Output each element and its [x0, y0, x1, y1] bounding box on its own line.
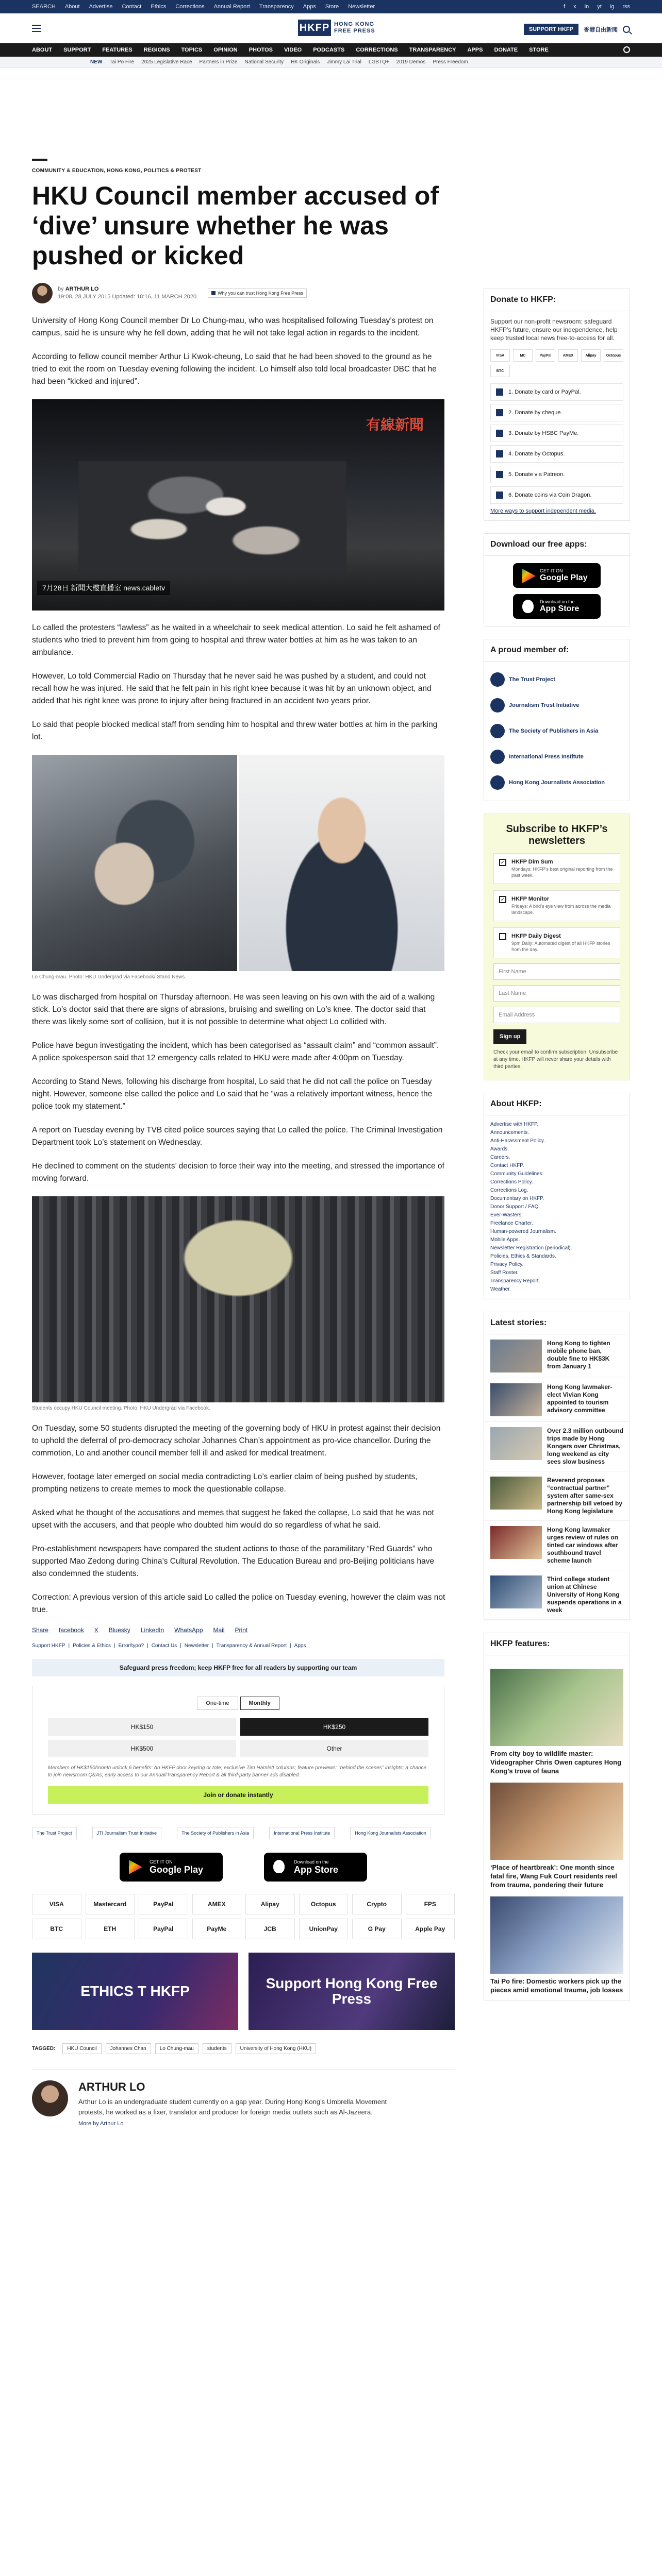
- share-row: [32, 1626, 455, 1634]
- donate-method-label: 4. Donate by Octopus.: [508, 451, 565, 457]
- about-link[interactable]: Ever-Wasters.: [490, 1212, 523, 1218]
- latest-story[interactable]: [484, 1570, 630, 1620]
- author-avatar[interactable]: [32, 283, 53, 303]
- latest-story[interactable]: [484, 1521, 630, 1570]
- author-box: [32, 2070, 455, 2127]
- feature-item[interactable]: [490, 1669, 623, 1775]
- trending-link[interactable]: LGBTQ+: [368, 59, 389, 65]
- payment-methods: [32, 1894, 455, 1939]
- member-logo[interactable]: Hong Kong Journalists Association: [350, 1827, 431, 1839]
- badge-small-text: Download on the: [540, 599, 575, 604]
- paragraph: A report on Tuesday evening by TVB cited police sources saying that Lo called the police. The Criminal Investigation Department took Lo’s statement on Wednesday.: [32, 1126, 443, 1147]
- jti-icon: [490, 698, 505, 713]
- donate-method[interactable]: [490, 466, 623, 483]
- payment-logo[interactable]: Alipay: [245, 1894, 295, 1914]
- story-title: Hong Kong to tighten mobile phone ban, double fine to HK$3K from January 1: [547, 1340, 610, 1370]
- google-play-button[interactable]: [513, 563, 601, 588]
- x-icon[interactable]: x: [573, 4, 576, 10]
- paragraph: Asked what he thought of the accusations and memes that suggest he faked the collapse, Lo said that he was not upset with the accusers, and that people who doubted him would do so regardless of what he said.: [32, 1509, 434, 1530]
- nav-item[interactable]: PHOTOS: [249, 47, 273, 53]
- latest-story[interactable]: [484, 1422, 630, 1471]
- share-x[interactable]: X: [94, 1626, 98, 1634]
- footer-link[interactable]: Policies & Ethics: [73, 1643, 111, 1649]
- more-ways-link[interactable]: More ways to support independent media.: [490, 508, 596, 514]
- story-thumbnail: [490, 1427, 542, 1460]
- about-link[interactable]: Contact HKFP.: [490, 1163, 524, 1168]
- sidebar-app-badges: [484, 555, 630, 626]
- trust-text: Why you can trust Hong Kong Free Press: [218, 291, 304, 296]
- apple-icon: [273, 1860, 285, 1873]
- latest-story[interactable]: [484, 1471, 630, 1521]
- masthead: [0, 13, 662, 43]
- nav-item[interactable]: TRANSPARENCY: [409, 47, 456, 53]
- apps-title: Download our free apps:: [484, 533, 630, 555]
- story-thumbnail: [490, 1575, 542, 1608]
- nav-item[interactable]: APPS: [467, 47, 483, 53]
- photo-right: [239, 755, 444, 971]
- feature-item[interactable]: [490, 1896, 623, 1994]
- utility-link[interactable]: About: [64, 4, 80, 10]
- payme-icon: [496, 430, 503, 437]
- tags-label: TAGGED:: [32, 2046, 56, 2052]
- story-thumbnail: [490, 1383, 542, 1416]
- donate-title: Donate to HKFP:: [484, 289, 630, 311]
- join-donate-button[interactable]: Join or donate instantly: [48, 1786, 428, 1804]
- article-footer-links: Support HKFP | Policies & Ethics | Error/typo? | Contact Us | Newsletter | Transparency & Annual Report | Apps: [32, 1643, 306, 1649]
- promo-banners: [32, 1953, 455, 2030]
- card-logo: Alipay: [581, 349, 601, 362]
- trending-link[interactable]: Press Freedom: [433, 59, 468, 65]
- member-item[interactable]: [490, 692, 623, 718]
- utility-link[interactable]: Apps: [303, 4, 316, 10]
- google-play-button[interactable]: [120, 1853, 223, 1882]
- card-logo: VISA: [490, 349, 510, 362]
- about-link[interactable]: Announcements.: [490, 1130, 529, 1136]
- story-thumbnail: [490, 1340, 542, 1372]
- badge-small-text: GET IT ON: [540, 568, 563, 573]
- share-linkedin[interactable]: LinkedIn: [140, 1626, 164, 1634]
- newsletter-note: Check your email to confirm subscription. Unsubscribe at any time. HKFP will never share your details with third parties.: [493, 1049, 618, 1070]
- paragraph: Pro-establishment newspapers have compared the student actions to those of the paramilitary “Red Guards” who supported Mao Zedong during China’s Cultural Revolution. The Education Bureau and pro-Beijing politicians have also condemned the students.: [32, 1545, 435, 1578]
- newsletter-option[interactable]: [493, 853, 620, 884]
- article-tags: [32, 2043, 455, 2054]
- instagram-icon[interactable]: ig: [609, 4, 615, 10]
- video-still: [32, 399, 444, 611]
- ipi-icon: [490, 750, 505, 764]
- donate-method[interactable]: [490, 404, 623, 421]
- utility-link[interactable]: Contact: [122, 4, 142, 10]
- trending-label: NEW: [90, 59, 103, 65]
- newsletter-desc: Fridays: A bird’s eye view from across the media landscape.: [511, 904, 611, 915]
- payment-logo[interactable]: FPS: [406, 1894, 455, 1914]
- frequency-one-time[interactable]: One-time: [197, 1697, 238, 1710]
- card-logo: MC: [513, 349, 533, 362]
- author-bio: Arthur Lo is an undergraduate student currently on a gap year. During Hong Kong’s Umbrella Movement protests, he worked as a fixer, translator and producer for foreign media outlets such as Al-Jazeera.: [78, 2098, 387, 2116]
- trust-link[interactable]: [208, 289, 307, 298]
- article-dateline: 19:08, 28 JULY 2015 Updated: 18:16, 11 MARCH 2020: [58, 294, 197, 300]
- latest-title: Latest stories:: [484, 1312, 630, 1334]
- signup-button[interactable]: Sign up: [493, 1029, 526, 1044]
- patreon-icon: [496, 471, 503, 478]
- donate-method[interactable]: [490, 486, 623, 504]
- payment-logo[interactable]: VISA: [32, 1894, 81, 1914]
- story-title: Over 2.3 million outbound trips made by Hong Kongers over Christmas, long weekend as city sees slow business: [547, 1427, 624, 1465]
- correction-note: Correction: A previous version of this article said Lo called the police on Tuesday evening, however the claim was not true.: [32, 1593, 445, 1614]
- card-logo: BTC: [490, 365, 510, 377]
- features-title: HKFP features:: [484, 1633, 630, 1655]
- tag[interactable]: Lo Chung-mau: [155, 2043, 198, 2054]
- member-label: The Trust Project: [509, 676, 555, 683]
- about-links: [484, 1115, 630, 1299]
- about-link[interactable]: Weather.: [490, 1286, 511, 1292]
- footer-link[interactable]: Newsletter: [184, 1643, 209, 1649]
- about-link[interactable]: Corrections Log.: [490, 1188, 528, 1193]
- about-link[interactable]: Privacy Policy.: [490, 1262, 524, 1267]
- crowd-scene: [78, 461, 346, 574]
- member-item[interactable]: [490, 718, 623, 744]
- about-link[interactable]: Human-powered Journalism.: [490, 1229, 556, 1234]
- paragraph: Police have begun investigating the incident, which has been categorised as “assault claim” and “common assault”. A police spokesperson said that 12 emergency calls related to HKU were made after 4:00pm on Tuesday.: [32, 1041, 439, 1062]
- donate-method-label: 3. Donate by HSBC PayMe.: [508, 430, 579, 436]
- feature-image: [490, 1669, 623, 1746]
- about-link[interactable]: Corrections Policy.: [490, 1179, 533, 1185]
- about-link[interactable]: Documentary on HKFP.: [490, 1196, 544, 1201]
- paragraph: Lo was discharged from hospital on Thursday afternoon. He was seen leaving on his own with the aid of a walking stick. Lo’s doctor said that there are signs of abrasions, bruising and swelling on Lo’s knee. The doctor said that there was likely some sort of collision, but it is not possible to determine what object Lo collided with.: [32, 993, 435, 1026]
- broadcaster-logo: 有線新聞: [366, 417, 424, 433]
- utility-link[interactable]: Ethics: [151, 4, 167, 10]
- member-label: Journalism Trust Initiative: [509, 702, 580, 708]
- paragraph: According to fellow council member Arthur Li Kwok-cheung, Lo said that he had been shoved to the ground as he tried to exit the room on Tuesday evening following the incident. Lo himself also told local broadcaster DBC that he had been “kicked and injured”.: [32, 352, 437, 386]
- donate-method-label: 1. Donate by card or PayPal.: [508, 389, 581, 395]
- donate-box: [484, 311, 630, 521]
- member-logo[interactable]: The Society of Publishers in Asia: [177, 1827, 254, 1839]
- coin-icon: [496, 492, 503, 499]
- donate-text: Support our non-profit newsroom: safeguard HKFP’s future, ensure our independence, help keep trusted local news free-to-access for all.: [490, 318, 618, 342]
- chinese-edition-link[interactable]: 香港自由新聞: [584, 27, 618, 33]
- donate-methods: [490, 383, 623, 504]
- trust-icon: [211, 291, 216, 295]
- feature-image: [490, 1783, 623, 1860]
- nav-item[interactable]: DONATE: [494, 47, 518, 53]
- payment-logo[interactable]: G Pay: [352, 1919, 402, 1939]
- about-link[interactable]: Donor Support / FAQ.: [490, 1204, 540, 1210]
- trending-link[interactable]: Jimmy Lai Trial: [327, 59, 361, 65]
- tag[interactable]: University of Hong Kong (HKU): [236, 2043, 316, 2054]
- tag[interactable]: HKU Council: [62, 2043, 101, 2054]
- member-item[interactable]: [490, 744, 623, 770]
- share-facebook[interactable]: facebook: [59, 1626, 84, 1634]
- payment-logo[interactable]: Apple Pay: [406, 1919, 455, 1939]
- author-avatar[interactable]: [32, 2080, 68, 2116]
- utility-link[interactable]: Transparency: [259, 4, 294, 10]
- story-thumbnail: [490, 1526, 542, 1559]
- payment-logo[interactable]: PayMe: [192, 1919, 242, 1939]
- press-freedom-banner[interactable]: Safeguard press freedom; keep HKFP free for all readers by supporting our team: [32, 1659, 444, 1676]
- newsletter-name: HKFP Monitor: [511, 896, 550, 902]
- paragraph: University of Hong Kong Council member Dr Lo Chung-mau, who was hospitalised following Tuesday’s protest on campus, said he is unsure why he fell down, adding that he will not take legal action in regards to the incident.: [32, 316, 434, 337]
- member-label: International Press Institute: [509, 754, 584, 760]
- trending-link[interactable]: Tai Po Fire: [109, 59, 135, 65]
- newsletter-option[interactable]: [493, 927, 620, 958]
- payment-logo[interactable]: Octopus: [299, 1894, 349, 1914]
- latest-story[interactable]: [484, 1334, 630, 1378]
- about-link[interactable]: Anti-Harassment Policy.: [490, 1138, 545, 1144]
- nav-item[interactable]: VIDEO: [284, 47, 302, 53]
- about-link[interactable]: Awards.: [490, 1146, 509, 1152]
- article-headline: HKU Council member accused of ‘dive’ unsure whether he was pushed or kicked: [32, 181, 439, 270]
- payment-logo[interactable]: BTC: [32, 1919, 81, 1939]
- app-badges: [32, 1853, 455, 1882]
- about-link[interactable]: Advertise with HKFP.: [490, 1122, 539, 1127]
- more-by-author-link[interactable]: More by Arthur Lo: [78, 2121, 124, 2127]
- membership-logos: [32, 1827, 455, 1839]
- utility-link[interactable]: Store: [325, 4, 339, 10]
- facebook-icon[interactable]: f: [564, 4, 566, 10]
- footer-link[interactable]: Apps: [294, 1643, 306, 1649]
- utility-bar: [0, 0, 662, 13]
- author-link[interactable]: ARTHUR LO: [65, 286, 99, 292]
- member-label: Hong Kong Journalists Association: [509, 779, 605, 786]
- member-list: [484, 661, 630, 801]
- payment-logo[interactable]: PayPal: [139, 1919, 188, 1939]
- donate-method-label: 2. Donate by cheque.: [508, 410, 562, 416]
- checkbox-unchecked[interactable]: [499, 933, 506, 940]
- broadcast-chyron: 7月28日 新聞大樓直播室 news.cabletv: [37, 581, 170, 595]
- hkja-icon: [490, 775, 505, 790]
- feature-item[interactable]: [490, 1783, 623, 1889]
- card-logo: Octopus: [604, 349, 623, 362]
- utility-link[interactable]: SEARCH: [32, 4, 56, 10]
- paragraph: He declined to comment on the students’ decision to force their way into the meeting, and stressed the importance of moving forward.: [32, 1162, 444, 1183]
- footer-link[interactable]: Transparency & Annual Report: [216, 1643, 287, 1649]
- utility-link[interactable]: Newsletter: [348, 4, 375, 10]
- nav-item[interactable]: STORE: [529, 47, 549, 53]
- google-play-icon: [522, 569, 536, 583]
- support-hkfp-button[interactable]: SUPPORT HKFP: [524, 24, 578, 35]
- donate-method-label: 5. Donate via Patreon.: [508, 471, 565, 478]
- about-link[interactable]: Newsletter Registration (periodical).: [490, 1245, 572, 1251]
- photo-caption: Students occupy HKU Council meeting. Photo: HKU Undergrad via Facebook.: [32, 1405, 210, 1411]
- badge-small-text: GET IT ON: [150, 1859, 173, 1865]
- latest-stories: [484, 1334, 630, 1620]
- share-print[interactable]: Print: [235, 1626, 248, 1634]
- about-title: About HKFP:: [484, 1093, 630, 1115]
- feature-title: From city boy to wildlife master: Videographer Chris Owen captures Hong Kong’s trove of fauna: [490, 1750, 622, 1775]
- feature-image: [490, 1896, 623, 1974]
- utility-link[interactable]: Annual Report: [213, 4, 250, 10]
- newsletter-desc: Mondays: HKFP’s best original reporting from the past week.: [511, 867, 613, 878]
- donate-method[interactable]: [490, 383, 623, 401]
- card-logos: [490, 349, 623, 377]
- footer-link[interactable]: Error/typo?: [118, 1643, 144, 1649]
- support-promo[interactable]: Support Hong Kong Free Press: [249, 1953, 455, 2030]
- photo-lo-chung-mau: [32, 755, 444, 980]
- member-item[interactable]: [490, 667, 623, 692]
- menu-icon[interactable]: [32, 25, 41, 32]
- app-store-button[interactable]: [264, 1853, 367, 1882]
- ethics-promo[interactable]: ETHICS T HKFP: [32, 1953, 238, 2030]
- amount-other[interactable]: Other: [240, 1740, 428, 1757]
- newsletter-desc: 9pm Daily: Automated digest of all HKFP stories from the day.: [511, 941, 610, 952]
- paragraph: Lo called the protesters “lawless” as he waited in a wheelchair to seek medical attention. Lo said he felt ashamed of students who tried to prevent him from going to hospital and threw water bottles at him as he was taken to an ambulance.: [32, 623, 440, 657]
- share-mail[interactable]: Mail: [213, 1626, 225, 1634]
- photo-council-meeting: [32, 1196, 444, 1411]
- frequency-monthly[interactable]: Monthly: [240, 1697, 279, 1710]
- nav-item[interactable]: FEATURES: [102, 47, 133, 53]
- nav-item[interactable]: ABOUT: [32, 47, 53, 53]
- story-title: Third college student union at Chinese University of Hong Kong suspends operations in a week: [547, 1575, 622, 1614]
- newsletter-option[interactable]: [493, 890, 620, 921]
- about-link[interactable]: Transparency Report.: [490, 1278, 540, 1284]
- donate-method-label: 6. Donate coins via Coin Dragon.: [508, 492, 592, 498]
- site-logo[interactable]: [298, 20, 375, 36]
- article-categories[interactable]: COMMUNITY & EDUCATION, HONG KONG, POLITICS & PROTEST: [32, 168, 202, 174]
- story-thumbnail: [490, 1477, 542, 1510]
- checkbox-checked[interactable]: ✓: [499, 896, 506, 903]
- google-play-icon: [129, 1860, 142, 1874]
- trending-link[interactable]: National Security: [244, 59, 284, 65]
- rss-icon[interactable]: rss: [622, 4, 630, 10]
- main-nav: [0, 43, 662, 57]
- payment-logo[interactable]: UnionPay: [299, 1919, 349, 1939]
- donate-method[interactable]: [490, 445, 623, 463]
- tag[interactable]: students: [203, 2043, 231, 2054]
- email-input[interactable]: Email Address: [493, 1007, 620, 1023]
- payment-logo[interactable]: ETH: [86, 1919, 135, 1939]
- card-logo: PayPal: [536, 349, 555, 362]
- logo-line: FREE PRESS: [334, 28, 375, 34]
- paragraph: However, Lo told Commercial Radio on Thursday that he never said he was pushed by a student, and could not recall how he was injured. He said that he felt pain in his right knee because it was hit by an unknown object, and added that his right knee was prone to injury after being fractured in an accident two years prior.: [32, 672, 432, 705]
- article: [32, 77, 455, 2127]
- cheque-icon: [496, 409, 503, 416]
- footer-link[interactable]: Contact Us: [151, 1643, 177, 1649]
- trust-project-icon: [490, 672, 505, 687]
- badge-text: App Store: [540, 604, 580, 613]
- payment-logo[interactable]: JCB: [245, 1919, 295, 1939]
- member-title: A proud member of:: [484, 639, 630, 661]
- utility-link[interactable]: Corrections: [175, 4, 205, 10]
- card-logo: AMEX: [558, 349, 578, 362]
- payment-logo[interactable]: Mastercard: [86, 1894, 135, 1914]
- member-item[interactable]: [490, 770, 623, 795]
- logo-mark: HKFP: [298, 20, 331, 36]
- donation-widget: [32, 1686, 444, 1815]
- paragraph: On Tuesday, some 50 students disrupted the meeting of the governing body of HKU in protest against their decision to uphold the deferral of pro-democracy scholar Johannes Chan’s appointment as pro-vice chancellor. During the commotion, Lo and another council member fell ill and asked for medical treatment.: [32, 1424, 441, 1458]
- newsletter-signup: [484, 814, 630, 1080]
- badge-text: Google Play: [540, 573, 588, 582]
- apple-icon: [522, 600, 534, 613]
- story-title: Reverend proposes “contractual partner” system after same-sex partnership bill vetoed by Hong Kong legislature: [547, 1477, 623, 1515]
- nav-item[interactable]: REGIONS: [143, 47, 170, 53]
- checkbox-checked[interactable]: ✓: [499, 859, 506, 866]
- newsletter-name: HKFP Daily Digest: [511, 933, 561, 939]
- badge-small-text: Download on the: [294, 1859, 329, 1865]
- first-name-input[interactable]: First Name: [493, 963, 620, 980]
- about-link[interactable]: Policies, Ethics & Standards.: [490, 1253, 556, 1259]
- tag[interactable]: Johannes Chan: [106, 2043, 151, 2054]
- features-list: [484, 1655, 630, 2001]
- newsletter-title: Subscribe to HKFP’s newsletters: [506, 823, 608, 846]
- payment-logo[interactable]: Crypto: [352, 1894, 402, 1914]
- trending-link[interactable]: 2025 Legislative Race: [141, 59, 192, 65]
- member-logo[interactable]: JTI Journalism Trust Initiative: [92, 1827, 162, 1839]
- author-name[interactable]: ARTHUR LO: [78, 2080, 145, 2093]
- nav-search-icon[interactable]: [623, 46, 630, 53]
- about-link[interactable]: Careers.: [490, 1155, 510, 1160]
- paragraph: Lo said that people blocked medical staff from sending him to hospital and threw water bottles at him in the parking lot.: [32, 720, 438, 741]
- feature-title: Tai Po fire: Domestic workers pick up the pieces amid emotional trauma, job losses: [490, 1977, 623, 1994]
- trending-link[interactable]: 2019 Demos: [396, 59, 426, 65]
- trending-link[interactable]: HK Originals: [291, 59, 320, 65]
- about-link[interactable]: Community Guidelines.: [490, 1171, 544, 1177]
- nav-item[interactable]: SUPPORT: [63, 47, 91, 53]
- newsletter-name: HKFP Dim Sum: [511, 859, 553, 865]
- logo-line: HONG KONG: [334, 21, 375, 27]
- amount-option-selected[interactable]: HK$250: [240, 1718, 428, 1736]
- about-link[interactable]: Mobile Apps.: [490, 1237, 520, 1243]
- photo-caption: Lo Chung-mau. Photo: HKU Undergrad via Facebook/ Stand News.: [32, 974, 187, 980]
- latest-story[interactable]: [484, 1378, 630, 1422]
- story-title: Hong Kong lawmaker urges review of rules on tinted car windows after southbound travel scheme launch: [547, 1526, 619, 1564]
- about-link[interactable]: Freelance Charter.: [490, 1221, 533, 1226]
- member-label: The Society of Publishers in Asia: [509, 728, 599, 734]
- payment-logo[interactable]: PayPal: [139, 1894, 188, 1914]
- byline: [32, 283, 455, 303]
- feature-title: ‘Place of heartbreak’: One month since fatal fire, Wang Fuk Court residents reel from trauma, pondering their future: [490, 1863, 617, 1889]
- sidebar: [484, 289, 630, 2001]
- trending-bar: [0, 57, 662, 68]
- nav-item[interactable]: TOPICS: [181, 47, 203, 53]
- trending-link[interactable]: Partners in Prize: [199, 59, 238, 65]
- meeting-photo: [32, 1196, 444, 1402]
- membership-note: Members of HK$150/month unlock 6 benefits: An HKFP door keyring or tote; exclusive Tim Hamlett columns; feature previews; “behind the scenes” insights; a chance to join newsroom Q&As; early access to our Annual/Transparency Report & all third-party banner ads disabled.: [48, 1765, 426, 1778]
- share-link[interactable]: Share: [32, 1626, 49, 1634]
- byline-prefix: by: [58, 286, 64, 292]
- sopa-icon: [490, 724, 505, 738]
- last-name-input[interactable]: Last Name: [493, 985, 620, 1002]
- badge-text: Google Play: [150, 1864, 204, 1875]
- paragraph: According to Stand News, following his discharge from hospital, Lo said that he did not call the police on Tuesday night. However, someone else called the police and Lo said that he “was a relatively important witness, hence the police took my statement.”: [32, 1077, 433, 1111]
- search-icon[interactable]: [623, 26, 630, 33]
- share-whatsapp[interactable]: WhatsApp: [174, 1626, 203, 1634]
- payment-logo[interactable]: AMEX: [192, 1894, 242, 1914]
- nav-item[interactable]: CORRECTIONS: [356, 47, 398, 53]
- amount-option[interactable]: HK$500: [48, 1740, 236, 1757]
- card-icon: [496, 388, 503, 396]
- about-link[interactable]: Staff Roster.: [490, 1270, 519, 1276]
- donate-method[interactable]: [490, 425, 623, 442]
- nav-item[interactable]: OPINION: [213, 47, 238, 53]
- amount-option[interactable]: HK$150: [48, 1718, 236, 1736]
- member-logo[interactable]: The Trust Project: [32, 1827, 77, 1839]
- member-logo[interactable]: International Press Institute: [269, 1827, 335, 1839]
- octopus-icon: [496, 450, 503, 457]
- paragraph: However, footage later emerged on social media contradicting Lo’s earlier claim of being pushed by students, prompting netizens to create memes to mock the questionable collapse.: [32, 1472, 418, 1494]
- footer-link[interactable]: Support HKFP: [32, 1643, 65, 1649]
- story-title: Hong Kong lawmaker-elect Vivian Kong appointed to tourism advisory committee: [547, 1383, 613, 1414]
- badge-text: App Store: [294, 1864, 339, 1875]
- utility-link[interactable]: Advertise: [89, 4, 113, 10]
- linkedin-icon[interactable]: in: [584, 4, 589, 10]
- photo-left: [32, 755, 237, 971]
- app-store-button[interactable]: [513, 594, 601, 619]
- article-body: [32, 315, 455, 1580]
- share-bluesky[interactable]: Bluesky: [108, 1626, 130, 1634]
- nav-item[interactable]: PODCASTS: [313, 47, 345, 53]
- headline-rule: [32, 159, 47, 161]
- youtube-icon[interactable]: yt: [597, 4, 602, 10]
